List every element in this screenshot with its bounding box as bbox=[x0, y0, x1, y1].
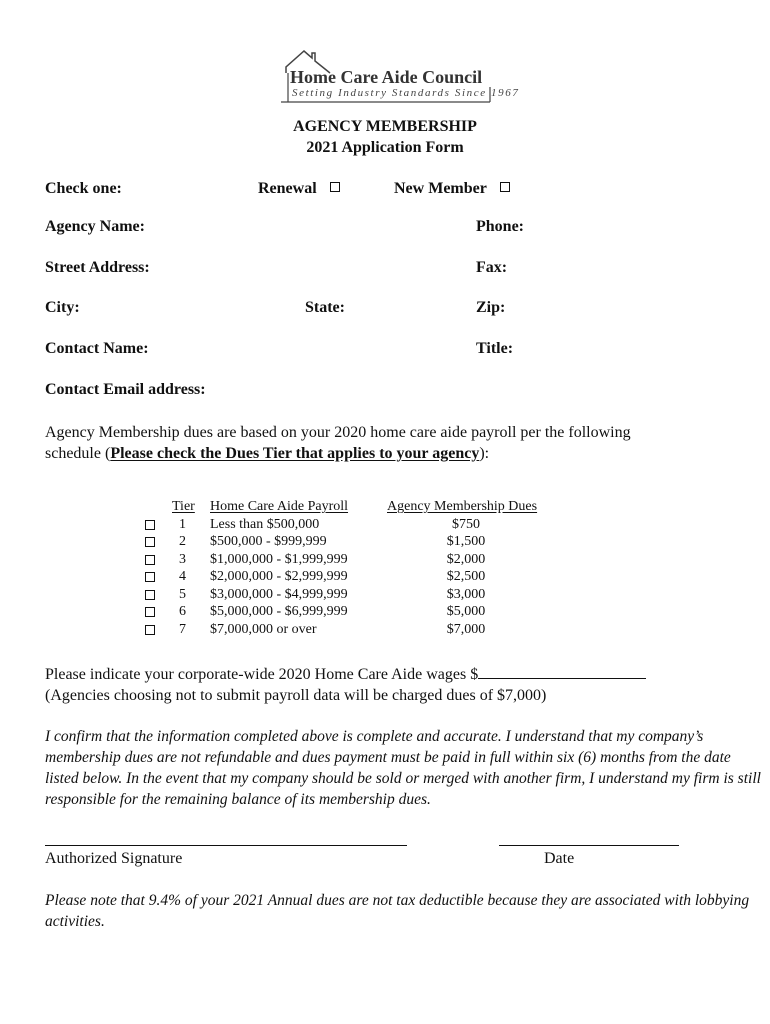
tax-note-line1: Please note that 9.4% of your 2021 Annual dues are not tax deductible because they are associated with lobbying bbox=[45, 892, 750, 909]
tier-checkbox[interactable] bbox=[145, 590, 155, 600]
phone-label: Phone: bbox=[476, 218, 524, 235]
confirmation-statement bbox=[45, 726, 761, 810]
date-label: Date bbox=[544, 850, 575, 867]
tier-payroll: $2,000,000 - $2,999,999 bbox=[210, 569, 348, 584]
logo-name: Home Care Aide Council bbox=[290, 67, 483, 87]
tier-checkbox[interactable] bbox=[145, 537, 155, 547]
tier-checkbox[interactable] bbox=[145, 555, 155, 565]
dues-intro bbox=[45, 422, 631, 464]
tier-payroll: $500,000 - $999,999 bbox=[210, 534, 327, 549]
tier-dues: $2,500 bbox=[446, 569, 486, 584]
check-one-label: Check one: bbox=[45, 180, 122, 197]
payroll-header: Home Care Aide Payroll bbox=[210, 499, 349, 514]
dues-intro-line2 bbox=[45, 443, 631, 464]
tier-number: 3 bbox=[179, 551, 186, 567]
fax-label: Fax: bbox=[476, 259, 508, 276]
tier-header: Tier bbox=[172, 499, 195, 514]
city-label: City: bbox=[45, 299, 80, 316]
tier-row bbox=[142, 533, 562, 551]
date-line[interactable] bbox=[499, 845, 679, 846]
tier-payroll: Less than $500,000 bbox=[210, 516, 320, 532]
dues-table-header bbox=[142, 498, 562, 516]
tier-row bbox=[142, 551, 562, 569]
new-member-checkbox[interactable] bbox=[500, 182, 510, 192]
tier-payroll: $7,000,000 or over bbox=[210, 621, 317, 637]
tier-number: 2 bbox=[179, 534, 186, 549]
tier-number: 4 bbox=[179, 569, 186, 584]
new-member-option[interactable] bbox=[394, 180, 510, 198]
tier-payroll: $5,000,000 - $6,999,999 bbox=[210, 604, 348, 619]
tier-dues: $1,500 bbox=[446, 534, 486, 549]
dues-intro-pre: schedule ( bbox=[45, 445, 111, 462]
renewal-option[interactable] bbox=[258, 180, 340, 198]
state-label: State: bbox=[305, 299, 345, 316]
page-subtitle: 2021 Application Form bbox=[306, 139, 464, 156]
tier-row bbox=[142, 621, 562, 639]
confirmation-line1: I confirm that the information completed above is complete and accurate. I understand that my company’s bbox=[45, 728, 704, 745]
tier-number: 7 bbox=[179, 621, 186, 637]
dues-intro-line1: Agency Membership dues are based on your 2020 home care aide payroll per the following bbox=[45, 424, 631, 441]
logo bbox=[278, 45, 520, 103]
tier-dues: $750 bbox=[452, 516, 480, 532]
wages-line1 bbox=[45, 664, 646, 685]
dues-header: Agency Membership Dues bbox=[387, 499, 538, 514]
tier-dues: $2,000 bbox=[446, 551, 486, 567]
renewal-label: Renewal bbox=[258, 180, 317, 197]
tax-note bbox=[45, 890, 749, 932]
tier-row bbox=[142, 603, 562, 621]
wages-prompt: Please indicate your corporate-wide 2020 Home Care Aide wages $ bbox=[45, 666, 479, 683]
logo-tagline: Setting Industry Standards Since 1967 bbox=[292, 87, 520, 99]
dues-table bbox=[142, 498, 562, 638]
confirmation-line3: listed below. In the event that my company should be sold or merged with another firm, I understand my firm is still bbox=[45, 770, 761, 787]
tier-number: 1 bbox=[179, 516, 186, 532]
tier-row bbox=[142, 586, 562, 604]
tier-payroll: $1,000,000 - $1,999,999 bbox=[210, 551, 348, 567]
tier-number: 5 bbox=[179, 586, 186, 602]
wages-line2: (Agencies choosing not to submit payroll data will be charged dues of $7,000) bbox=[45, 687, 547, 704]
tier-payroll: $3,000,000 - $4,999,999 bbox=[210, 586, 348, 602]
agency-name-label: Agency Name: bbox=[45, 218, 145, 235]
renewal-checkbox[interactable] bbox=[330, 182, 340, 192]
signature-line[interactable] bbox=[45, 845, 407, 846]
dues-intro-post: ): bbox=[479, 445, 490, 462]
street-address-label: Street Address: bbox=[45, 259, 150, 276]
tier-dues: $5,000 bbox=[446, 604, 486, 619]
confirmation-line4: responsible for the remaining balance of its membership dues. bbox=[45, 791, 431, 808]
wages-input[interactable] bbox=[478, 664, 646, 679]
tier-row bbox=[142, 568, 562, 586]
dues-table-body bbox=[142, 516, 562, 639]
tier-checkbox[interactable] bbox=[145, 625, 155, 635]
tier-dues: $7,000 bbox=[446, 621, 486, 637]
tier-checkbox[interactable] bbox=[145, 607, 155, 617]
dues-intro-instruction: Please check the Dues Tier that applies to your agency bbox=[110, 445, 480, 462]
tier-number: 6 bbox=[179, 604, 186, 619]
tier-checkbox[interactable] bbox=[145, 572, 155, 582]
new-member-label: New Member bbox=[394, 180, 487, 197]
contact-name-label: Contact Name: bbox=[45, 340, 149, 357]
zip-label: Zip: bbox=[476, 299, 506, 316]
tier-checkbox[interactable] bbox=[145, 520, 155, 530]
tier-row bbox=[142, 516, 562, 534]
page-title: AGENCY MEMBERSHIP bbox=[293, 118, 477, 135]
contact-email-label: Contact Email address: bbox=[45, 381, 206, 398]
title-label: Title: bbox=[476, 340, 514, 357]
tax-note-line2: activities. bbox=[45, 913, 105, 930]
tier-dues: $3,000 bbox=[446, 586, 486, 602]
signature-label: Authorized Signature bbox=[45, 850, 183, 867]
confirmation-line2: membership dues are not refundable and dues payment must be paid in full within six (6) months from the date bbox=[45, 749, 731, 766]
wages-section bbox=[45, 664, 646, 706]
